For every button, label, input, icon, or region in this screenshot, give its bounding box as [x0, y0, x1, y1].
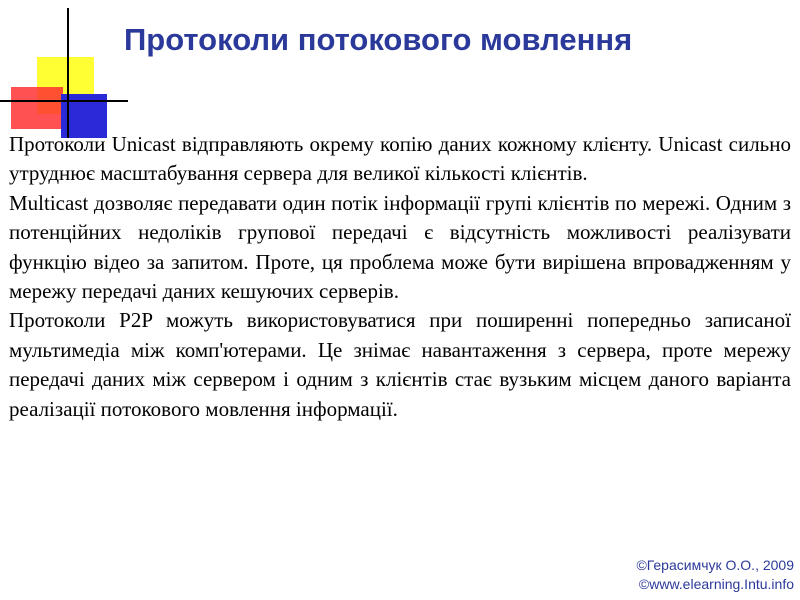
- footer: [636, 556, 794, 594]
- slide-body: [9, 130, 791, 424]
- slide-title: Протоколи потокового мовлення: [124, 22, 633, 57]
- footer-copyright: ©Герасимчук О.О., 2009: [636, 557, 794, 573]
- paragraph-p2p: Протоколи P2P можуть використовуватися при поширенні попередньо записаної мультимедіа між комп'ютерами. Це знімає навантаження з сервера, проте мережу передачі даних між сервером і одним з клієнтів стає вузьким місцем даного варіанта реалізації потокового мовлення інформації.: [9, 308, 791, 421]
- decorative-logo-squares: [0, 0, 130, 140]
- red-square-shape: [11, 87, 63, 129]
- footer-website: ©www.elearning.Intu.info: [638, 576, 794, 592]
- vertical-line-shape: [67, 8, 69, 138]
- horizontal-line-shape: [0, 100, 128, 102]
- paragraph-multicast: Multicast дозволяє передавати один потік інформації групі клієнтів по мережі. Одним з потенційних недоліків групової передачі є відсутність можливості реалізувати функцію відео за запитом. Проте, ця проблема може бути вирішена впровадженням у мережу передачі даних кешуючих серверів.: [9, 190, 791, 304]
- paragraph-unicast: Протоколи Unicast відправляють окрему копію даних кожному клієнту. Unicast сильно утруднює масштабування сервера для великої кількості клієнтів.: [9, 132, 791, 186]
